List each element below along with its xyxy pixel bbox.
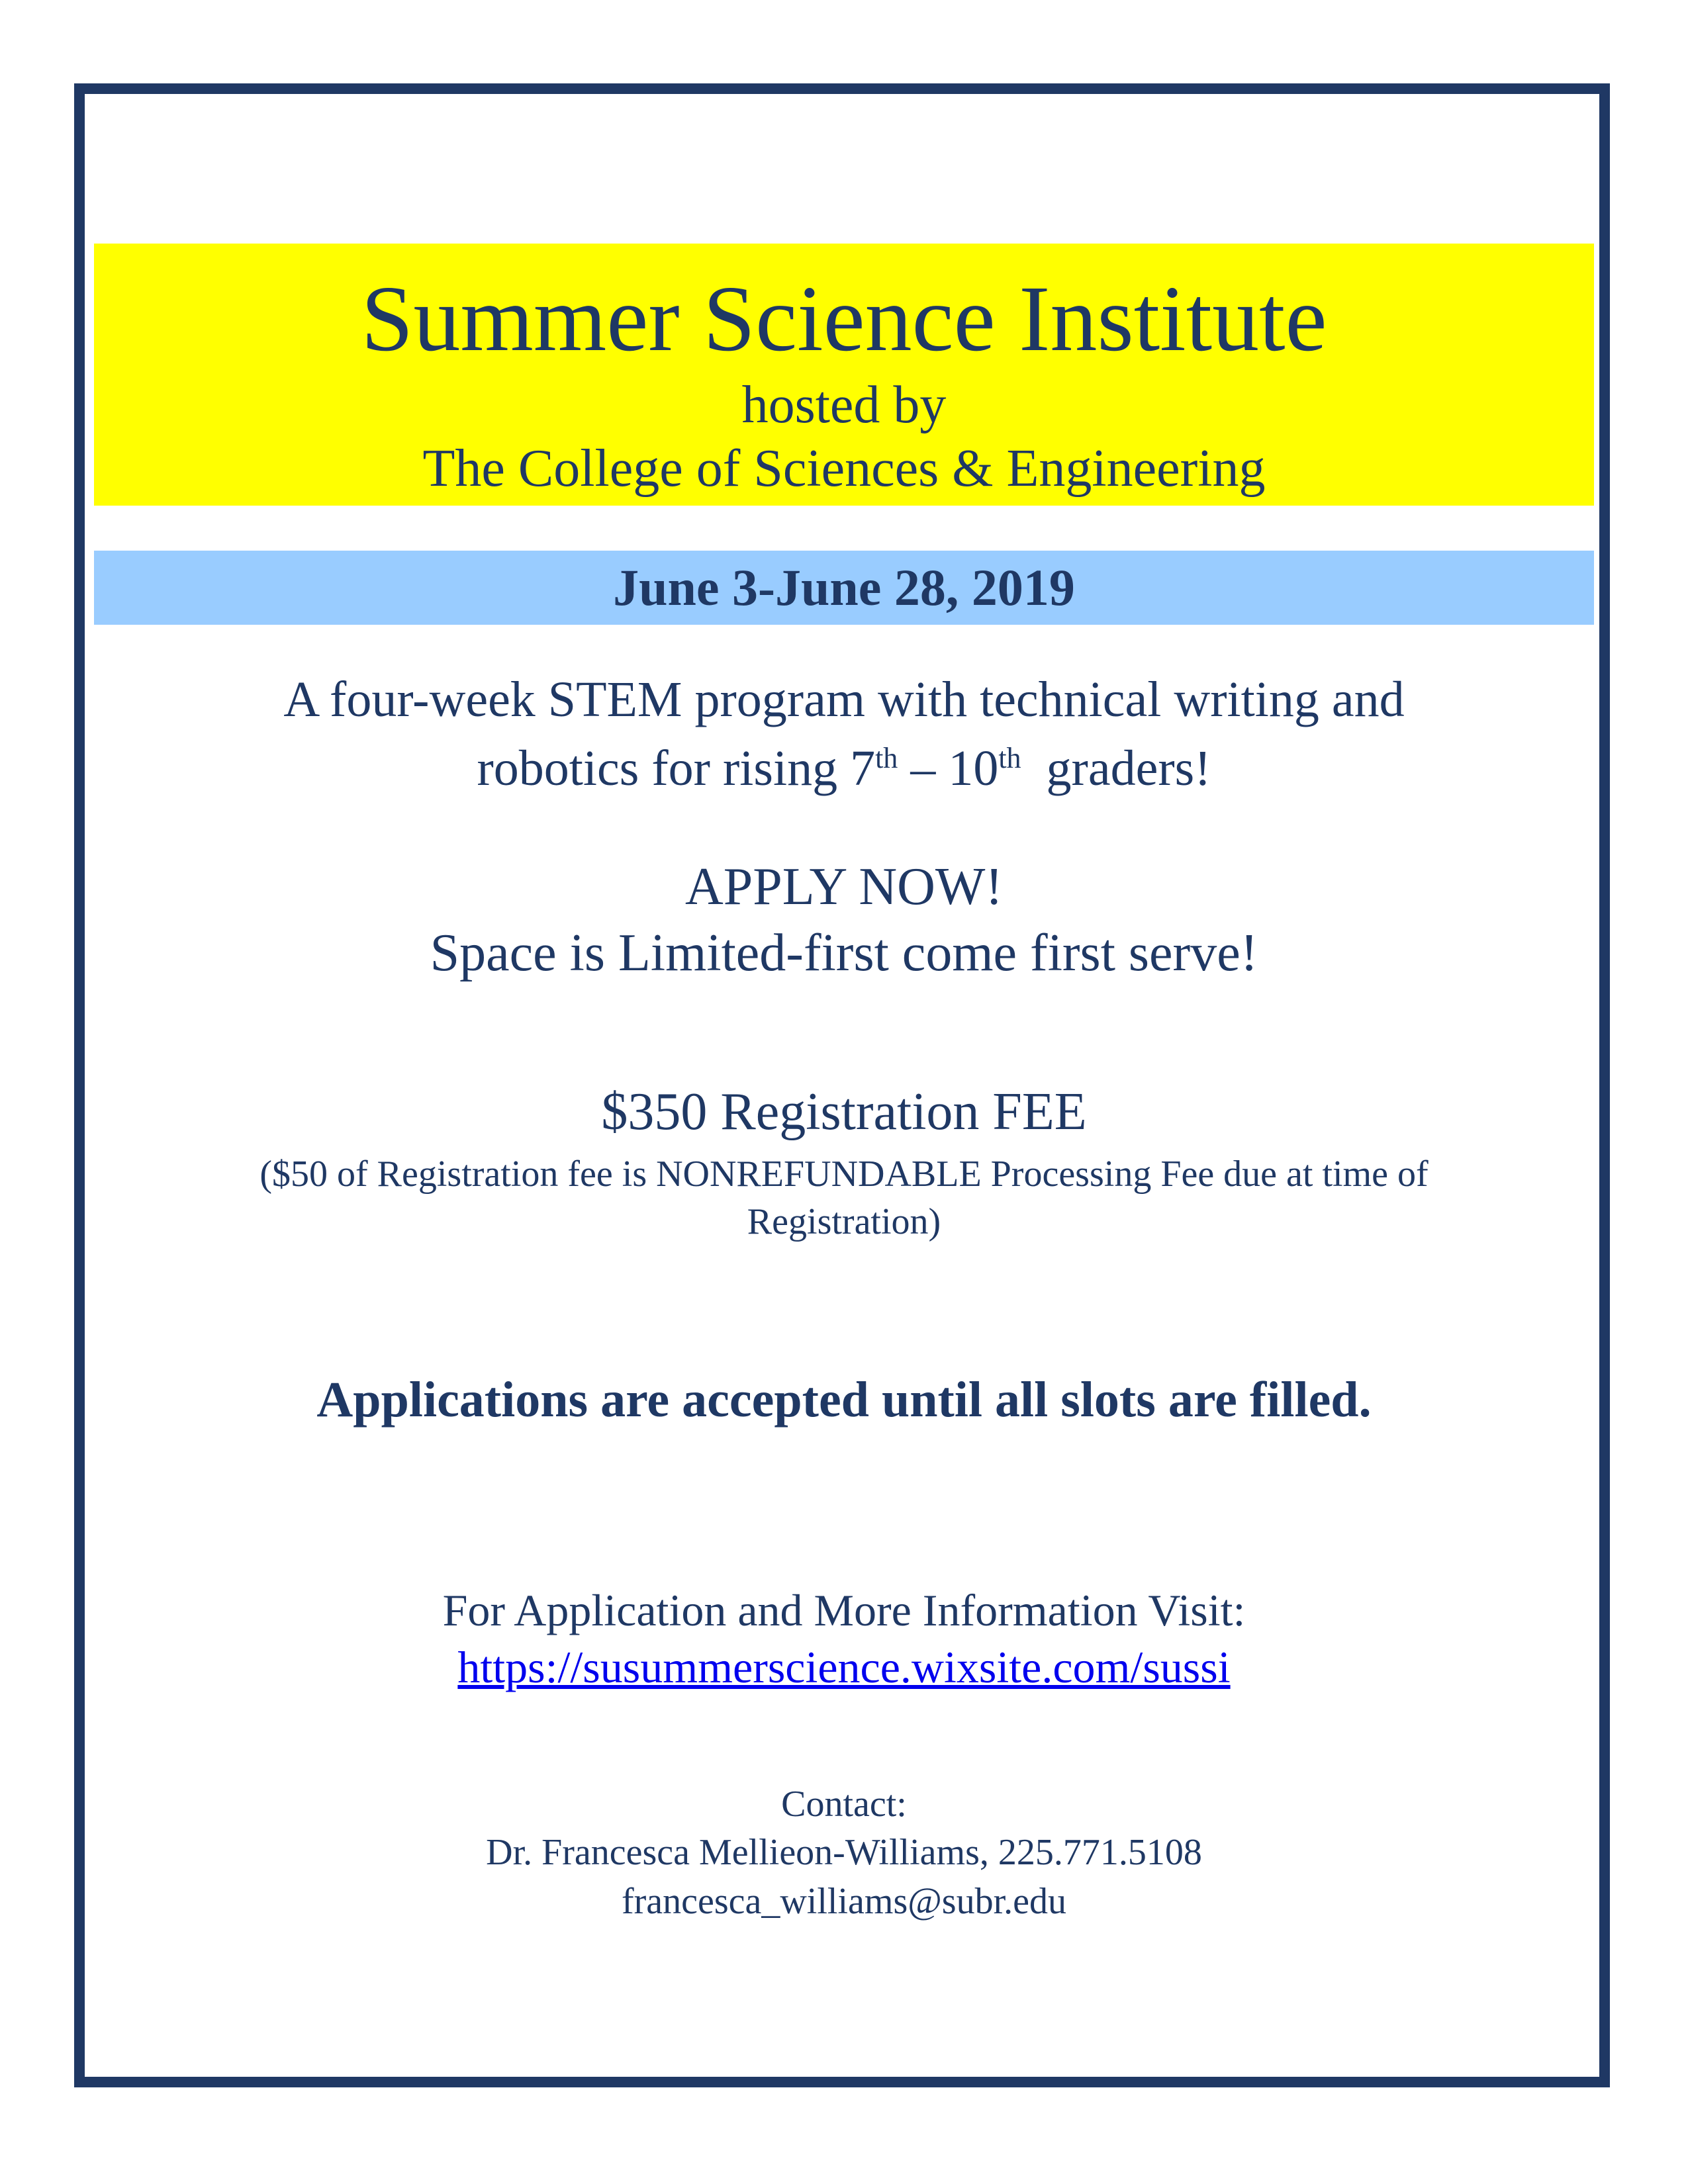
superscript: th <box>875 742 898 774</box>
hosted-by-label: hosted by <box>741 376 947 434</box>
description-text: robotics for rising 7 <box>477 741 876 796</box>
program-dates: June 3-June 28, 2019 <box>613 559 1075 616</box>
applications-accepted-note: Applications are accepted until all slots are filled. <box>316 1372 1372 1428</box>
date-banner <box>94 551 1594 625</box>
space-limited-note: Space is Limited-first come first serve! <box>430 924 1258 982</box>
program-description <box>0 665 1688 803</box>
description-text: – 10 <box>898 741 999 796</box>
contact-email: francesca_williams@subr.edu <box>621 1881 1067 1922</box>
description-text: graders! <box>1021 741 1211 796</box>
title-banner <box>94 244 1594 506</box>
fee-note-line-2: Registration) <box>747 1201 941 1242</box>
contact-name: Dr. Francesca Mellieon-Williams, 225.771.5108 <box>486 1832 1202 1873</box>
fee-note-line-1: ($50 of Registration fee is NONREFUNDABLE Processing Fee due at time of <box>259 1154 1429 1195</box>
description-line-2 <box>0 734 1688 803</box>
flyer-title: Summer Science Institute <box>361 266 1327 371</box>
contact-label: Contact: <box>781 1784 907 1825</box>
application-link-row <box>0 1639 1688 1696</box>
apply-now-heading: APPLY NOW! <box>684 858 1004 916</box>
application-link[interactable]: https://susummerscience.wixsite.com/sussi <box>457 1642 1231 1692</box>
host-college: The College of Sciences & Engineering <box>422 439 1266 498</box>
visit-label: For Application and More Information Visit: <box>442 1585 1246 1635</box>
registration-fee: $350 Registration FEE <box>601 1083 1087 1141</box>
fee-note <box>0 1150 1688 1246</box>
superscript: th <box>998 742 1021 774</box>
description-line-1: A four-week STEM program with technical writing and <box>283 672 1405 727</box>
